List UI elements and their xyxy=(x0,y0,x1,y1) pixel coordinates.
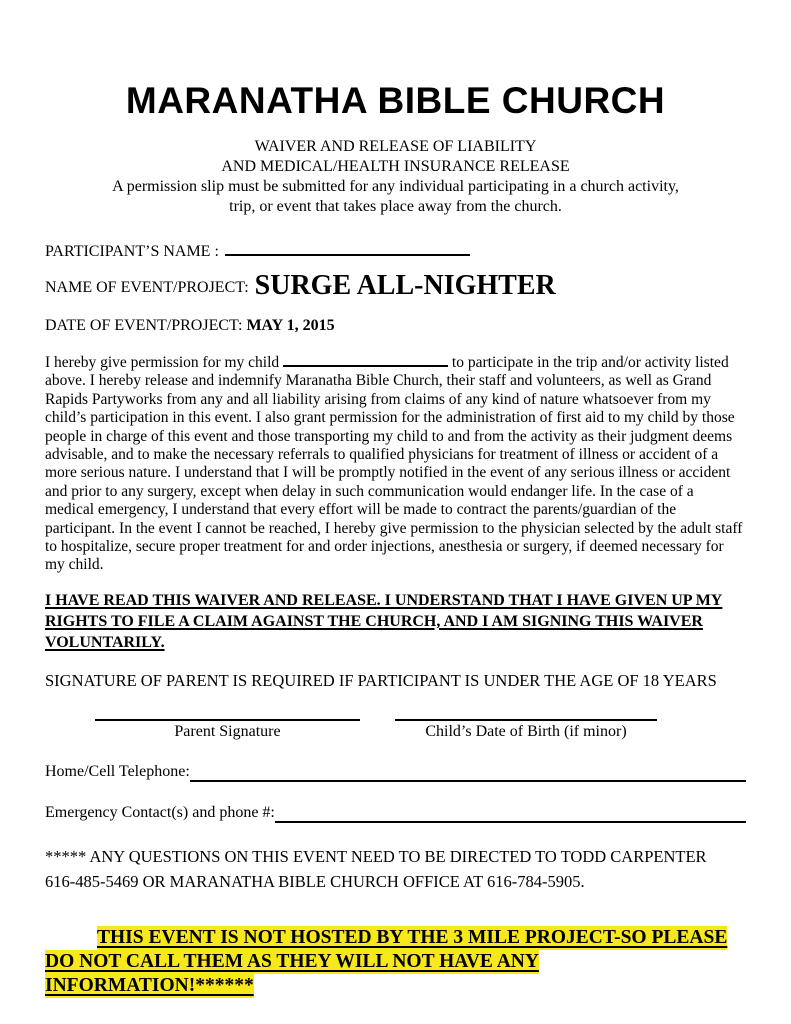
waiver-acknowledgement-line: RIGHTS TO FILE A CLAIM AGAINST THE CHURCH, AND I AM SIGNING THIS WAIVER xyxy=(45,612,703,630)
participant-name-label: PARTICIPANT’S NAME : xyxy=(45,243,219,260)
questions-contact-note xyxy=(45,844,746,894)
child-dob-label: Child’s Date of Birth (if minor) xyxy=(425,722,627,740)
home-cell-telephone-blank-line xyxy=(190,763,746,782)
parent-signature-line xyxy=(95,719,360,721)
questions-contact-note-line: ***** ANY QUESTIONS ON THIS EVENT NEED TO BE DIRECTED TO TODD CARPENTER xyxy=(45,846,707,866)
emergency-contact-blank-line xyxy=(275,804,746,823)
highlighted-notice xyxy=(45,926,751,998)
subtitle-line: trip, or event that takes place away from the church. xyxy=(229,198,562,215)
event-name-row xyxy=(45,270,746,301)
child-dob-line xyxy=(395,719,657,721)
permission-paragraph-part1: I hereby give permission for my child xyxy=(45,354,280,371)
home-cell-telephone-label: Home/Cell Telephone: xyxy=(45,762,190,780)
parent-signature-requirement: SIGNATURE OF PARENT IS REQUIRED IF PARTICIPANT IS UNDER THE AGE OF 18 YEARS xyxy=(45,670,717,690)
emergency-contact-label: Emergency Contact(s) and phone #: xyxy=(45,803,275,821)
event-name-label: NAME OF EVENT/PROJECT: xyxy=(45,279,249,296)
page-title: MARANATHA BIBLE CHURCH xyxy=(125,80,666,121)
parent-signature-block xyxy=(95,719,360,741)
signature-row xyxy=(95,719,746,741)
child-name-blank-line xyxy=(283,350,448,367)
waiver-acknowledgement xyxy=(45,590,746,653)
subtitle-line: AND MEDICAL/HEALTH INSURANCE RELEASE xyxy=(221,158,570,175)
participant-name-blank-line xyxy=(225,239,470,256)
home-cell-telephone-row xyxy=(45,763,746,782)
highlighted-notice-text: THIS EVENT IS NOT HOSTED BY THE 3 MILE PROJECT-SO PLEASE DO NOT CALL THEM AS THEY WILL NOT HAVE ANY INFORMATION!****** xyxy=(45,926,728,996)
child-dob-block xyxy=(395,719,657,741)
participant-name-row xyxy=(45,239,746,262)
questions-contact-note-line: 616-485-5469 OR MARANATHA BIBLE CHURCH OFFICE AT 616-784-5905. xyxy=(45,871,585,891)
subtitle-line: WAIVER AND RELEASE OF LIABILITY xyxy=(254,138,537,155)
event-date-row xyxy=(45,316,746,336)
waiver-acknowledgement-line: I HAVE READ THIS WAIVER AND RELEASE. I UNDERSTAND THAT I HAVE GIVEN UP MY xyxy=(45,591,723,609)
parent-signature-label: Parent Signature xyxy=(174,722,281,740)
event-date-value: MAY 1, 2015 xyxy=(246,317,335,334)
subtitle-line: A permission slip must be submitted for any individual participating in a church activity, xyxy=(112,178,679,195)
permission-paragraph-part2: to participate in the trip and/or activity listed above. I hereby release and indemnify Maranatha Bible Church, their staff and volunteers, as well as Grand Rapids Partyworks from any and all liability arising from claims of any kind of nature whatsoever from my child’s participation in this event. I also grant permission for the administration of first aid to my child by those people in charge of this event and those transporting my child to and from the activity as their judgment deems advisable, and to make the necessary referrals to qualified physicians for treatment of illness or accident of a more serious nature. I understand that I will be promptly notified in the event of any serious illness or accident and prior to any surgery, except when delay in such communication would endanger life. In the case of a medical emergency, I understand that every effort will be made to contract the parents/guardian of the participant. In the event I cannot be reached, I hereby give permission to the physician selected by the adult staff to hospitalize, secure proper treatment for and order injections, anesthesia or surgery, if deemed necessary for my child. xyxy=(45,354,743,574)
permission-paragraph xyxy=(45,350,746,575)
document-subtitle xyxy=(45,137,746,217)
emergency-contact-row xyxy=(45,804,746,823)
event-name-value: SURGE ALL-NIGHTER xyxy=(254,270,556,301)
waiver-acknowledgement-line: VOLUNTARILY. xyxy=(45,633,165,651)
event-date-label: DATE OF EVENT/PROJECT: xyxy=(45,317,243,334)
